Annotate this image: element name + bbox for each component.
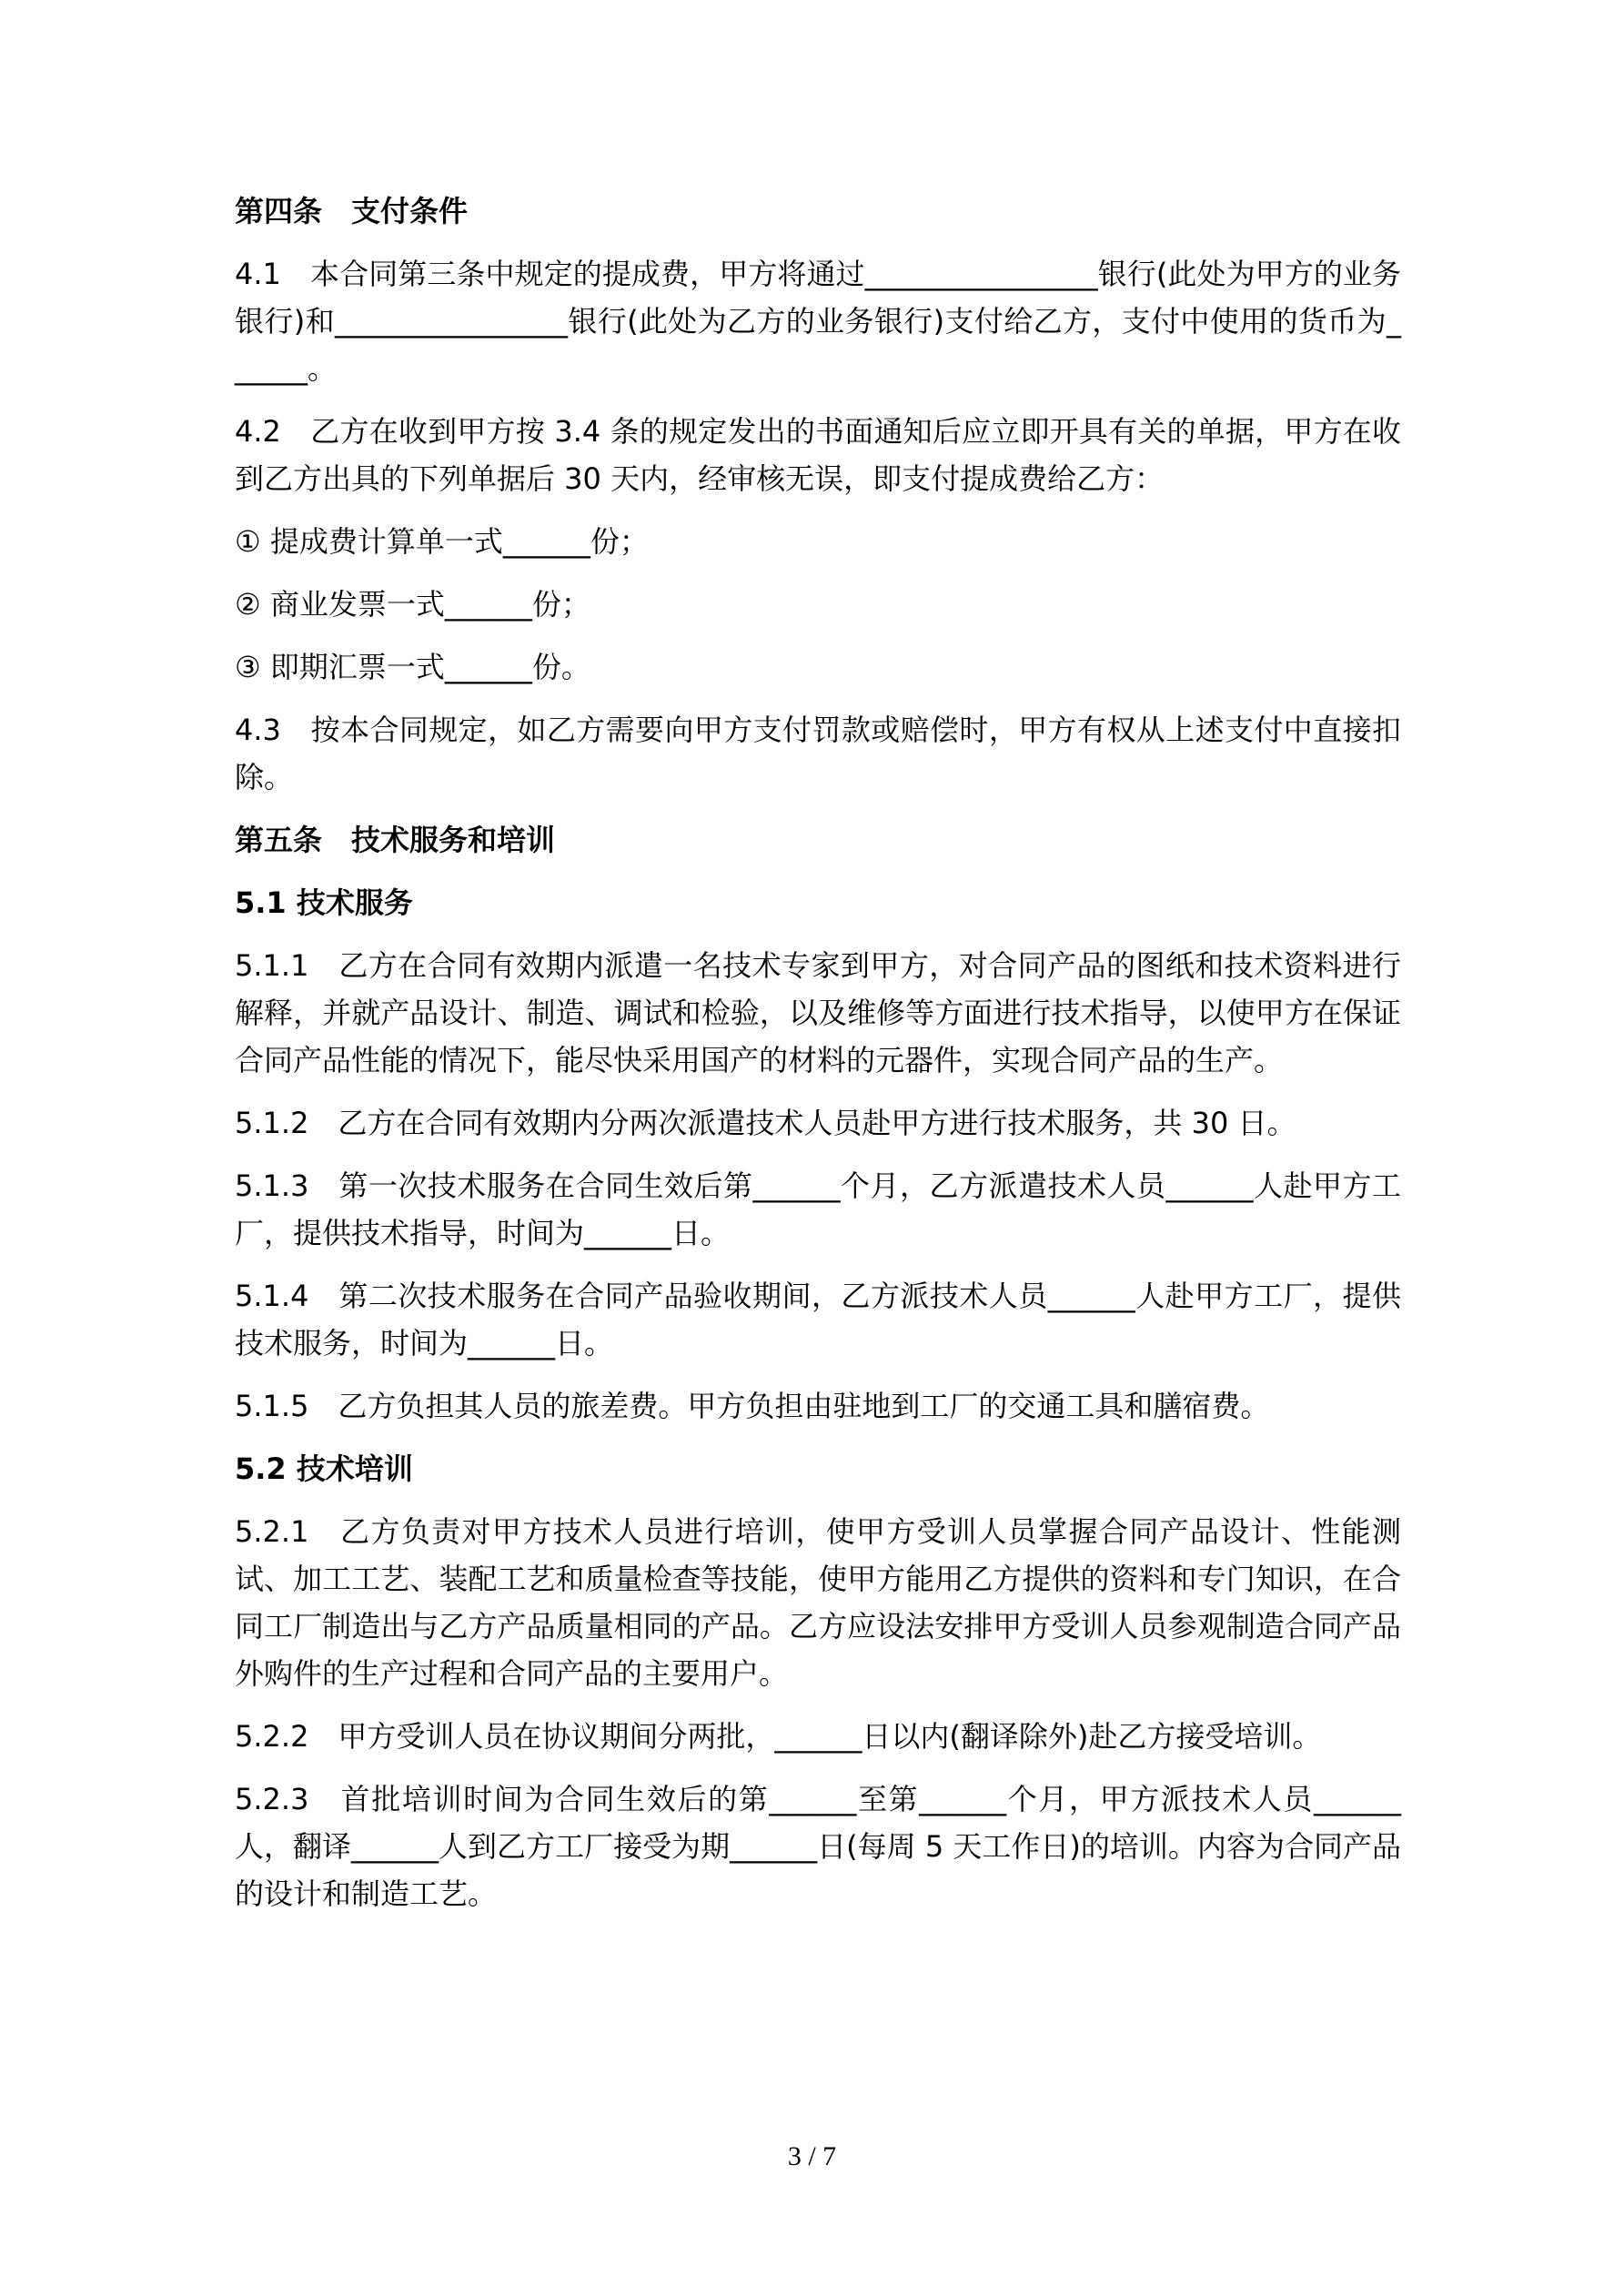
clause-5-1-5: 5.1.5 乙方负担其人员的旅差费。甲方负担由驻地到工厂的交通工具和膳宿费。 [235,1389,1270,1423]
article-4-heading: 第四条 支付条件 [235,194,469,228]
clause-5-1-1: 5.1.1 乙方在合同有效期内派遣一名技术专家到甲方，对合同产品的图纸和技术资料进行解释，并就产品设计、制造、调试和检验，以及维修等方面进行技术指导，以使甲方在保证合同产品性能的情况下，能尽快采用国产的材料的元器件，实现合同产品的生产。 [235,948,1401,1077]
clause-4-2: 4.2 乙方在收到甲方按 3.4 条的规定发出的书面通知后应立即开具有关的单据，甲方在收到乙方出具的下列单据后 30 天内，经审核无误，即支付提成费给乙方： [235,414,1401,496]
list-item-3: ③ 即期汇票一式______份。 [235,650,590,684]
clause-4-3: 4.3 按本合同规定，如乙方需要向甲方支付罚款或赔偿时，甲方有权从上述支付中直接扣除。 [235,713,1401,794]
clause-5-1-2: 5.1.2 乙方在合同有效期内分两次派遣技术人员赴甲方进行技术服务，共 30 日。 [235,1106,1296,1140]
clause-5-2-3: 5.2.3 首批培训时间为合同生效后的第______至第______个月，甲方派技术人员______人，翻译______人到乙方工厂接受为期______日(每周 5 天工作日)的培训。内容为合同产品的设计和制造工艺。 [235,1782,1401,1911]
clause-5-2-1: 5.2.1 乙方负责对甲方技术人员进行培训，使甲方受训人员掌握合同产品设计、性能测试、加工工艺、装配工艺和质量检查等技能，使甲方能用乙方提供的资料和专门知识，在合同工厂制造出与乙方产品质量相同的产品。乙方应设法安排甲方受训人员参观制造合同产品外购件的生产过程和合同产品的主要用户。 [235,1514,1401,1691]
list-item-1: ① 提成费计算单一式______份； [235,524,649,559]
clause-5-1-3: 5.1.3 第一次技术服务在合同生效后第______个月，乙方派遣技术人员______人赴甲方工厂，提供技术指导，时间为______日。 [235,1168,1401,1250]
clause-5-1-4: 5.1.4 第二次技术服务在合同产品验收期间，乙方派技术人员______人赴甲方工厂，提供技术服务，时间为______日。 [235,1279,1401,1360]
list-item-2: ② 商业发票一式______份； [235,587,590,622]
article-5-heading: 第五条 技术服务和培训 [235,823,556,857]
page-number: 3 / 7 [787,2141,837,2171]
section-5-2-heading: 5.2 技术培训 [235,1451,413,1486]
section-5-1-heading: 5.1 技术服务 [235,885,413,920]
document-page [235,187,1401,1933]
clause-5-2-2: 5.2.2 甲方受训人员在协议期间分两批，______日以内(翻译除外)赴乙方接受培训。 [235,1719,1322,1754]
clause-4-1: 4.1 本合同第三条中规定的提成费，甲方将通过________________银行(此处为甲方的业务银行)和________________银行(此处为乙方的业务银行)支付给乙方，支付中使用的货币为______。 [235,257,1401,386]
